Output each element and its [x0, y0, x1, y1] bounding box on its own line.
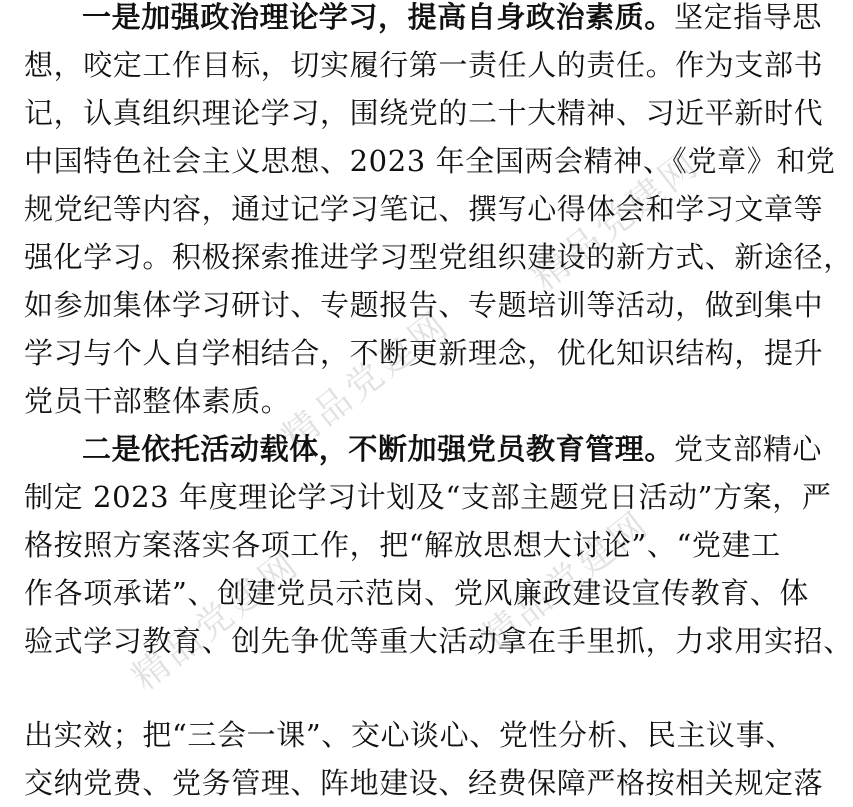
paragraph-2-first-line: [82, 425, 823, 473]
paragraph-2-line: 作各项承诺”、创建党员示范岗、党风廉政建设宣传教育、体: [24, 576, 810, 610]
watermark: 精品党建网: [274, 303, 458, 459]
paragraph-1-line: 规党纪等内容，通过记学习笔记、撰写心得体会和学习文章等: [24, 192, 824, 226]
paragraph-2-line: 出实效；把“三会一课”、交心谈心、党性分析、民主议事、: [24, 718, 795, 752]
paragraph-1-line: 学习与个人自学相结合，不断更新理念，优化知识结构，提升: [24, 336, 824, 370]
paragraph-2-line: 党支部精心: [674, 432, 823, 466]
paragraph-2-line: 验式学习教育、创先争优等重大活动拿在手里抓，力求用实招、: [24, 624, 853, 658]
paragraph-1-line: 记，认真组织理论学习，围绕党的二十大精神、习近平新时代: [24, 96, 824, 130]
paragraph-2-heading: 二是依托活动载体，不断加强党员教育管理。: [82, 432, 675, 466]
paragraph-2-line: 制定 2023 年度理论学习计划及“支部主题党日活动”方案，严: [24, 480, 832, 514]
watermark: 精品党建网: [474, 503, 658, 659]
paragraph-1-line: 想，咬定工作目标，切实履行第一责任人的责任。作为支部书: [24, 48, 824, 82]
paragraph-1-heading: 一是加强政治理论学习，提高自身政治素质。: [82, 0, 675, 34]
watermark: 精品党建网: [124, 543, 308, 699]
paragraph-1-first-line: [82, 0, 823, 41]
paragraph-2-line: 格按照方案落实各项工作，把“解放思想大讨论”、“党建工: [24, 528, 781, 562]
paragraph-2-line: 交纳党费、党务管理、阵地建设、经费保障严格按相关规定落: [24, 766, 824, 800]
paragraph-1-last-line: 党员干部整体素质。: [24, 384, 291, 418]
paragraph-1-line: 中国特色社会主义思想、2023 年全国两会精神、《党章》和党: [24, 144, 836, 178]
paragraph-1-line: 强化学习。积极探索推进学习型党组织建设的新方式、新途径，: [24, 240, 853, 274]
paragraph-1-line: 如参加集体学习研讨、专题报告、专题培训等活动，做到集中: [24, 288, 824, 322]
watermark: 精品党建网: [524, 143, 708, 299]
paragraph-1-line: 坚定指导思: [674, 0, 823, 34]
